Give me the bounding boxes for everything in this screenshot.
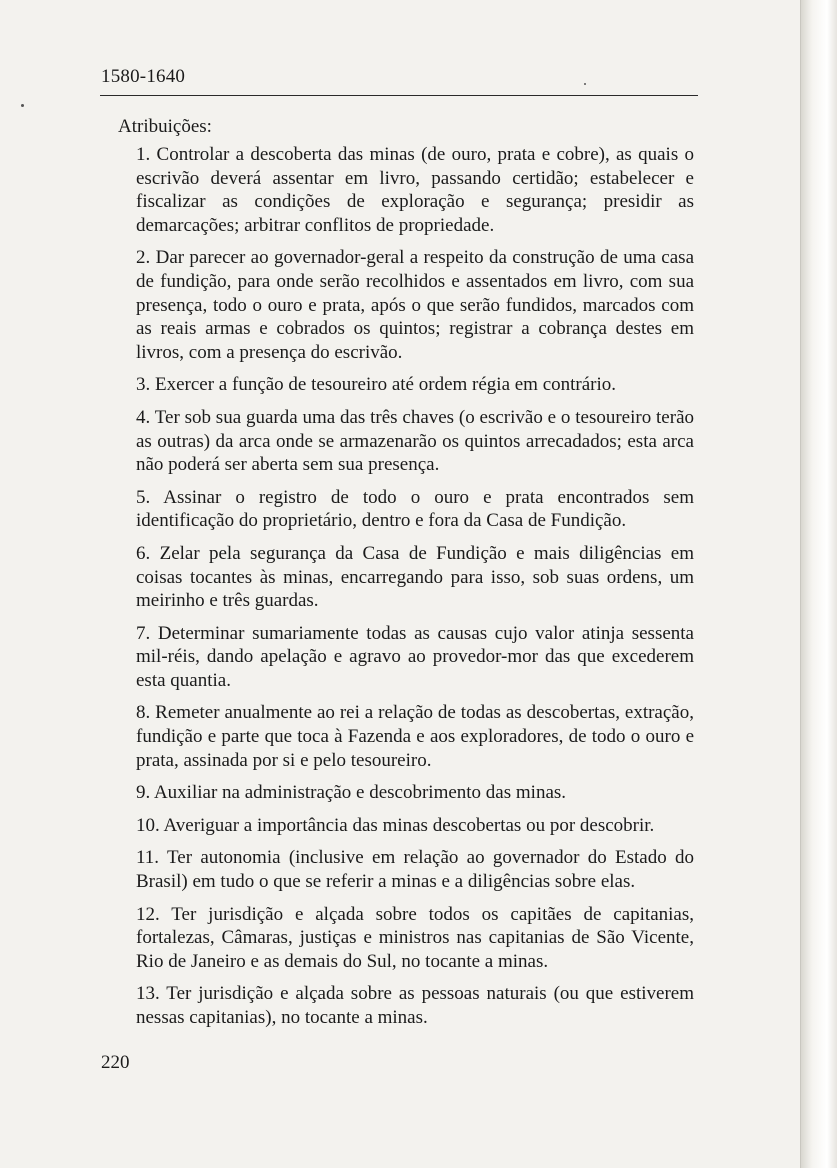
list-item [118,406,694,477]
list-item-text: 2. Dar parecer ao governador-geral a respeito da construção de uma casa de fundição, para onde serão recolhidos e assentados em livro, com sua presença, todo o ouro e prata, após o que serão fundidos, marcados com as reais armas e cobrados os quintos; registrar a cobrança destes em livros, com a presença do escrivão. [136,247,694,363]
running-head: 1580-1640 [101,66,186,87]
book-gutter [800,0,837,1168]
list-item-text: 13. Ter jurisdição e alçada sobre as pessoas naturais (ou que estiverem nessas capitanias), no tocante a minas. [136,983,694,1028]
list-item-text: 8. Remeter anualmente ao rei a relação de todas as descobertas, extração, fundição e parte que toca à Fazenda e aos exploradores, de todo o ouro e prata, assinada por si e pelo tesoureiro. [136,702,694,771]
list-item [118,701,694,772]
list-item-text: 6. Zelar pela segurança da Casa de Fundição e mais diligências em coisas tocantes às minas, encarregando para isso, sob suas ordens, um meirinho e três guardas. [136,542,694,612]
list-item-text: 11. Ter autonomia (inclusive em relação ao governador do Estado do Brasil) em tudo o que se referir a minas e a diligências sobre elas. [136,847,694,893]
list-item [118,781,694,805]
list-item [118,982,694,1029]
paper-speck [584,83,586,85]
list-item [118,542,694,613]
list-item-text: 5. Assinar o registro de todo o ouro e prata encontrados sem identificação do proprietário, dentro e fora da Casa de Fundição. [136,486,694,532]
list-item-text: 7. Determinar sumariamente todas as causas cujo valor atinja sessenta mil-réis, dando apelação e agravo ao provedor-mor das que excederem esta quantia. [136,622,694,691]
list-item [118,246,694,364]
list-item [118,486,694,533]
list-item-text: 4. Ter sob sua guarda uma das três chaves (o escrivão e o tesoureiro terão as outras) da arca onde se armazenarão os quintos arrecadados; esta arca não poderá ser aberta sem sua presença. [136,406,694,476]
section-intro: Atribuições: [118,116,212,137]
list-item-text: 1. Controlar a descoberta das minas (de ouro, prata e cobre), as quais o escrivão deverá assentar em livro, passando certidão; estabelecer e fiscalizar as condições de exploração e segurança; presidir as demarcações; arbitrar conflitos de propriedade. [136,144,694,236]
page-body [118,114,694,1039]
list-item [118,814,694,838]
list-item [118,846,694,893]
list-item [118,903,694,974]
list-item [118,143,694,237]
list-item [118,622,694,693]
list-item-text: 12. Ter jurisdição e alçada sobre todos os capitães de capitanias, fortalezas, Câmaras, justiças e ministros nas capitanias de São Vicente, Rio de Janeiro e as demais do Sul, no tocante a minas. [136,903,694,972]
list-item-text: 9. Auxiliar na administração e descobrimento das minas. [136,782,567,804]
header-rule [100,95,698,96]
paper-speck [21,104,24,107]
list-item-text: 10. Averiguar a importância das minas descobertas ou por descobrir. [136,814,655,836]
list-item [118,373,694,397]
list-item-text: 3. Exercer a função de tesoureiro até ordem régia em contrário. [136,374,617,396]
page-number: 220 [101,1052,130,1073]
